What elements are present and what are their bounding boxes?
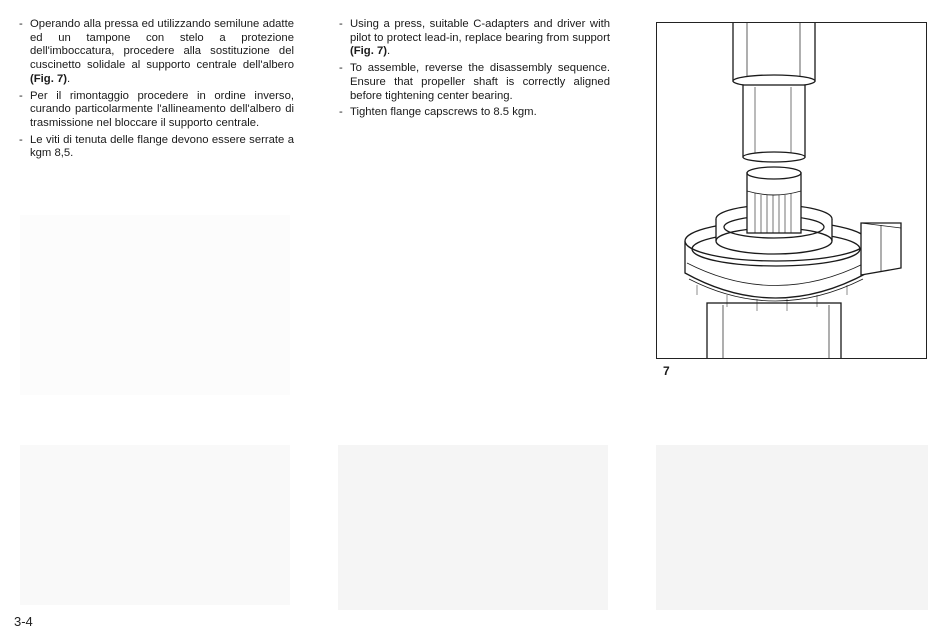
figure-reference: (Fig. 7)	[30, 72, 68, 85]
bleed-through-area	[20, 215, 290, 395]
figure-7-frame	[656, 22, 927, 359]
bleed-through-area	[338, 445, 608, 610]
list-item: - To assemble, reverse the disassembly sequence. Ensure that propeller shaft is correctly aligned before tightening center bearing.	[338, 62, 610, 103]
bleed-through-area	[20, 445, 290, 605]
list-item: - Tighten flange capscrews to 8.5 kgm.	[338, 106, 610, 120]
list-item: - Using a press, suitable C-adapters and driver with pilot to protect lead-in, replace bearing from support (Fig. 7).	[338, 18, 610, 59]
english-column	[338, 18, 610, 123]
english-steps-list	[338, 18, 610, 120]
page-number: 3-4	[14, 614, 33, 629]
list-item: - Le viti di tenuta delle flange devono essere serrate a kgm 8,5.	[18, 134, 294, 161]
press-bearing-illustration-icon	[657, 23, 927, 359]
list-item: - Per il rimontaggio procedere in ordine inverso, curando particolarmente l'allineamento dell'albero di trasmissione nel bloccare il supporto centrale.	[18, 90, 294, 131]
italian-column	[18, 18, 294, 164]
bleed-through-area	[656, 445, 928, 610]
figure-number: 7	[663, 364, 670, 378]
figure-reference: (Fig. 7)	[350, 45, 388, 58]
list-item: - Operando alla pressa ed utilizzando semilune adatte ed un tampone con stelo a protezione dell'imboccatura, procedere alla sostituzione del cuscinetto solidale al supporto centrale dell'albero (Fig. 7).	[18, 18, 294, 87]
italian-steps-list	[18, 18, 294, 161]
